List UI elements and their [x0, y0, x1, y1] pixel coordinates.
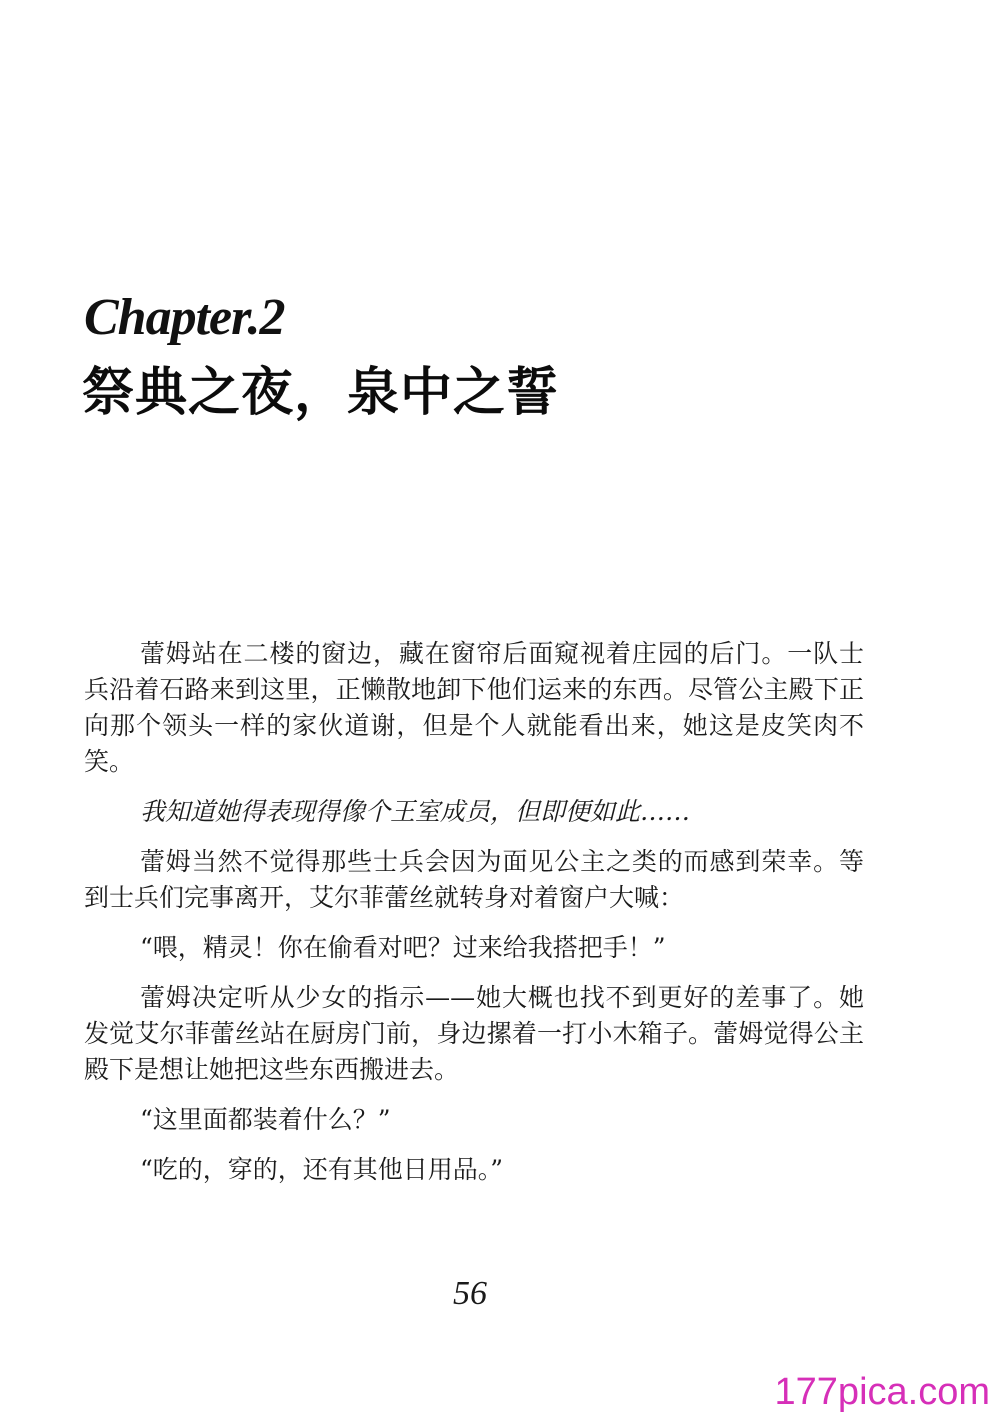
watermark: 177pica.com	[774, 1371, 990, 1413]
chapter-title: 祭典之夜，泉中之誓	[82, 363, 560, 423]
chapter-label: Chapter.2	[84, 289, 285, 346]
dialogue-line: “喂，精灵！你在偷看对吧？过来给我搭把手！”	[140, 933, 666, 962]
paragraph: 蕾姆站在二楼的窗边，藏在窗帘后面窥视着庄园的后门。一队士兵沿着石路来到这里，正懒散地卸下他们运来的东西。尽管公主殿下正向那个领头一样的家伙道谢，但是个人就能看出来，她这是皮笑肉不笑。	[84, 639, 864, 776]
dialogue-line: “这里面都装着什么？”	[140, 1105, 391, 1134]
page-number: 56	[453, 1275, 487, 1312]
body-text	[84, 636, 864, 1202]
paragraph: 蕾姆当然不觉得那些士兵会因为面见公主之类的而感到荣幸。等到士兵们完事离开，艾尔菲蕾丝就转身对着窗户大喊：	[84, 847, 864, 912]
dialogue-line: “吃的，穿的，还有其他日用品。”	[140, 1155, 504, 1184]
paragraph-inner-thought: 我知道她得表现得像个王室成员，但即便如此……	[140, 797, 691, 826]
paragraph: 蕾姆决定听从少女的指示——她大概也找不到更好的差事了。她发觉艾尔菲蕾丝站在厨房门前，身边摞着一打小木箱子。蕾姆觉得公主殿下是想让她把这些东西搬进去。	[84, 983, 864, 1084]
